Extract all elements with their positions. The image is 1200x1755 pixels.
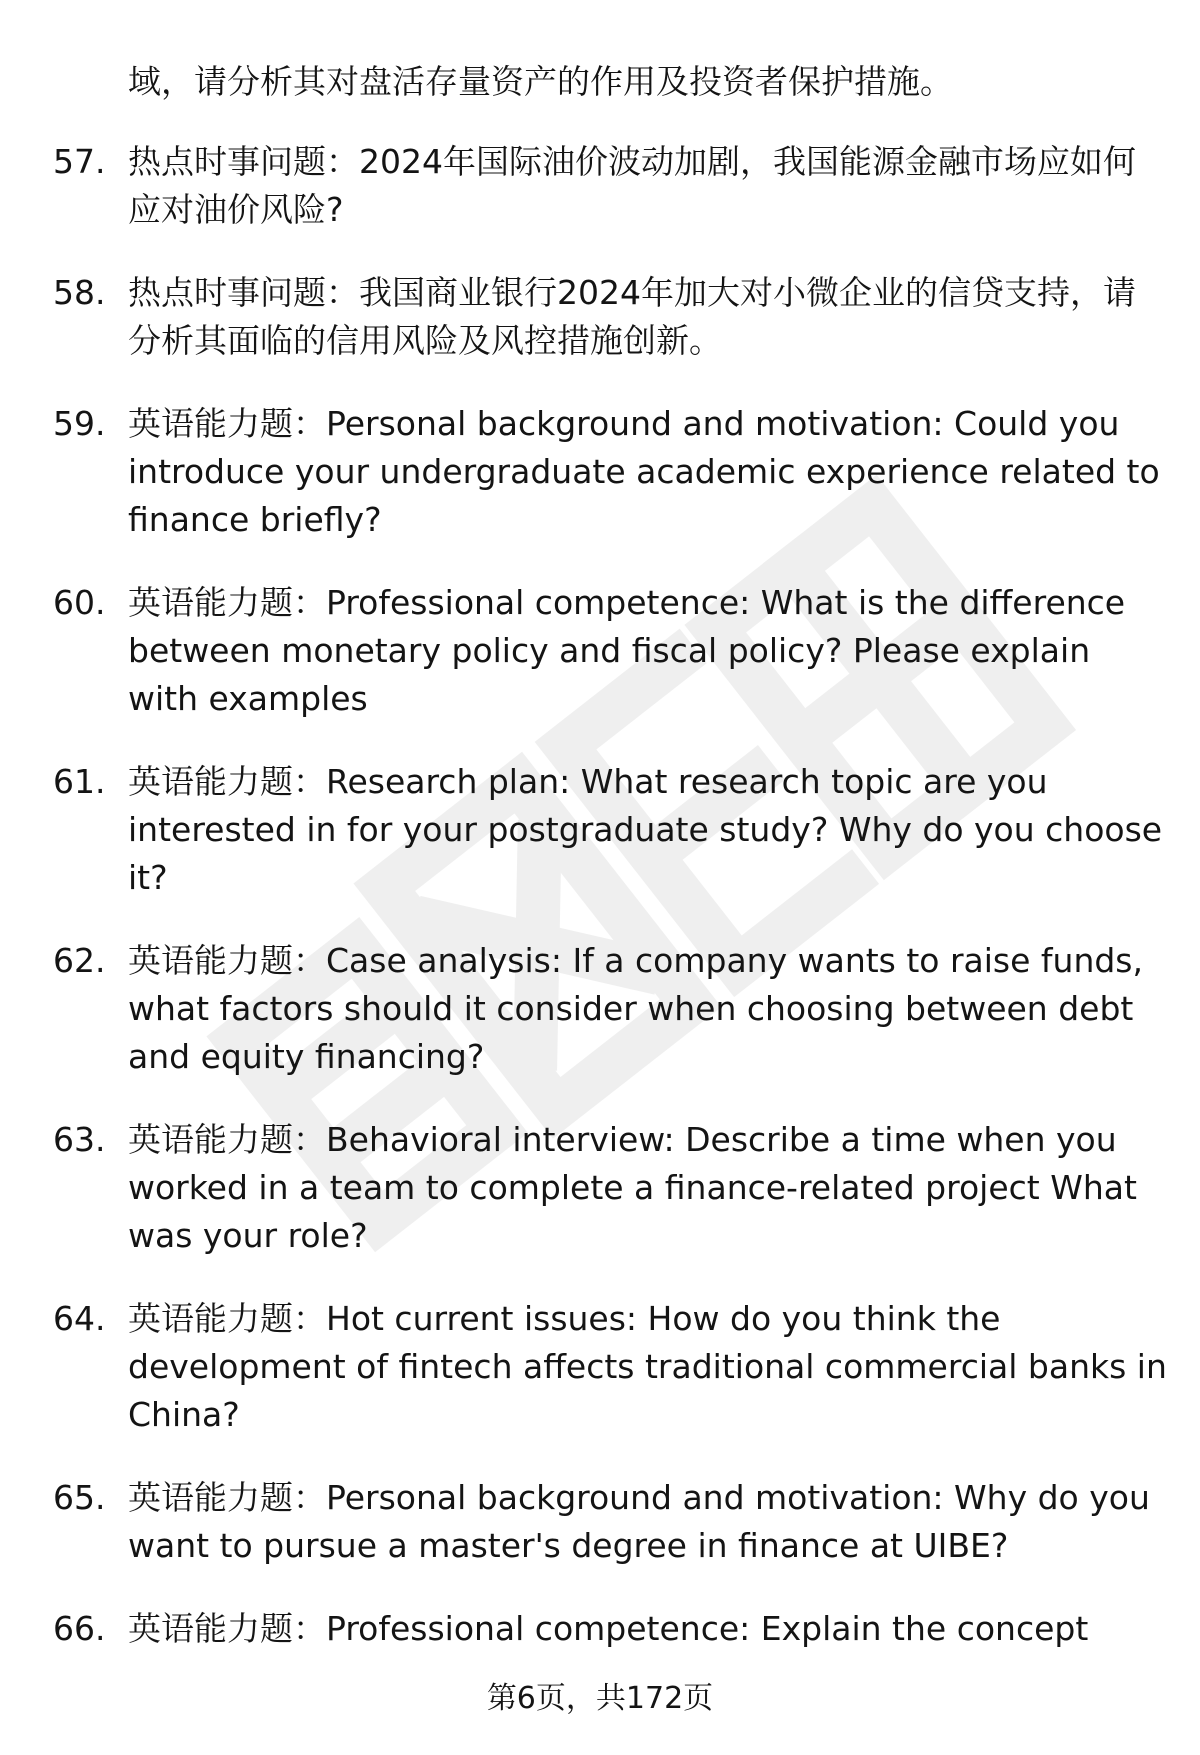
question-item	[0, 1474, 1200, 1570]
question-body	[128, 937, 1168, 1081]
question-number: 66.	[53, 1609, 106, 1648]
question-text: Professional competence: What is the difference between monetary policy and fiscal policy? Please explain with examples	[128, 583, 1126, 718]
question-item	[0, 1116, 1200, 1260]
question-item	[0, 579, 1200, 723]
question-body	[128, 1295, 1168, 1439]
question-item	[0, 758, 1200, 902]
question-category: 英语能力题：	[128, 583, 326, 622]
question-number: 61.	[53, 762, 106, 801]
question-category: 英语能力题：	[128, 1299, 326, 1338]
question-item	[0, 138, 1200, 234]
question-list	[0, 138, 1200, 1688]
question-body	[128, 758, 1168, 902]
question-number: 63.	[53, 1120, 106, 1159]
question-text: Behavioral interview: Describe a time when you worked in a team to complete a finance-related project What was your role?	[128, 1120, 1137, 1255]
question-item	[0, 269, 1200, 365]
question-number: 65.	[53, 1478, 106, 1517]
question-category: 英语能力题：	[128, 1120, 326, 1159]
continuation-paragraph: 域，请分析其对盘活存量资产的作用及投资者保护措施。	[128, 62, 953, 101]
question-category: 英语能力题：	[128, 404, 326, 443]
question-category: 英语能力题：	[128, 762, 326, 801]
question-category: 热点时事问题：	[128, 273, 359, 312]
question-text: Research plan: What research topic are you interested in for your postgraduate study? Why do you choose it?	[128, 762, 1163, 897]
question-body	[128, 1474, 1168, 1570]
question-number: 57.	[53, 142, 106, 181]
question-item	[0, 1605, 1200, 1653]
question-category: 热点时事问题：	[128, 142, 359, 181]
question-number: 64.	[53, 1299, 106, 1338]
question-item	[0, 937, 1200, 1081]
page-footer: 第6页，共172页	[486, 1681, 714, 1716]
question-category: 英语能力题：	[128, 941, 326, 980]
question-text: Case analysis: If a company wants to raise funds, what factors should it consider when choosing between debt and equity financing?	[128, 941, 1143, 1076]
question-body	[128, 138, 1168, 234]
question-item	[0, 400, 1200, 544]
question-text: Hot current issues: How do you think the development of fintech affects traditional commercial banks in China?	[128, 1299, 1167, 1434]
question-category: 英语能力题：	[128, 1478, 326, 1517]
question-body	[128, 1605, 1168, 1653]
question-number: 58.	[53, 273, 106, 312]
question-text: Professional competence: Explain the concept	[326, 1609, 1089, 1648]
question-text: Personal background and motivation: Could you introduce your undergraduate academic experience related to finance briefly?	[128, 404, 1160, 539]
question-number: 59.	[53, 404, 106, 443]
question-text: Personal background and motivation: Why do you want to pursue a master's degree in finance at UIBE?	[128, 1478, 1150, 1565]
question-body	[128, 400, 1168, 544]
question-body	[128, 1116, 1168, 1260]
question-number: 62.	[53, 941, 106, 980]
question-text: 我国商业银行2024年加大对小微企业的信贷支持，请分析其面临的信用风险及风控措施创新。	[128, 273, 1136, 360]
question-number: 60.	[53, 583, 106, 622]
question-text: 2024年国际油价波动加剧，我国能源金融市场应如何应对油价风险?	[128, 142, 1136, 229]
question-category: 英语能力题：	[128, 1609, 326, 1648]
question-body	[128, 269, 1168, 365]
question-body	[128, 579, 1168, 723]
question-item	[0, 1295, 1200, 1439]
